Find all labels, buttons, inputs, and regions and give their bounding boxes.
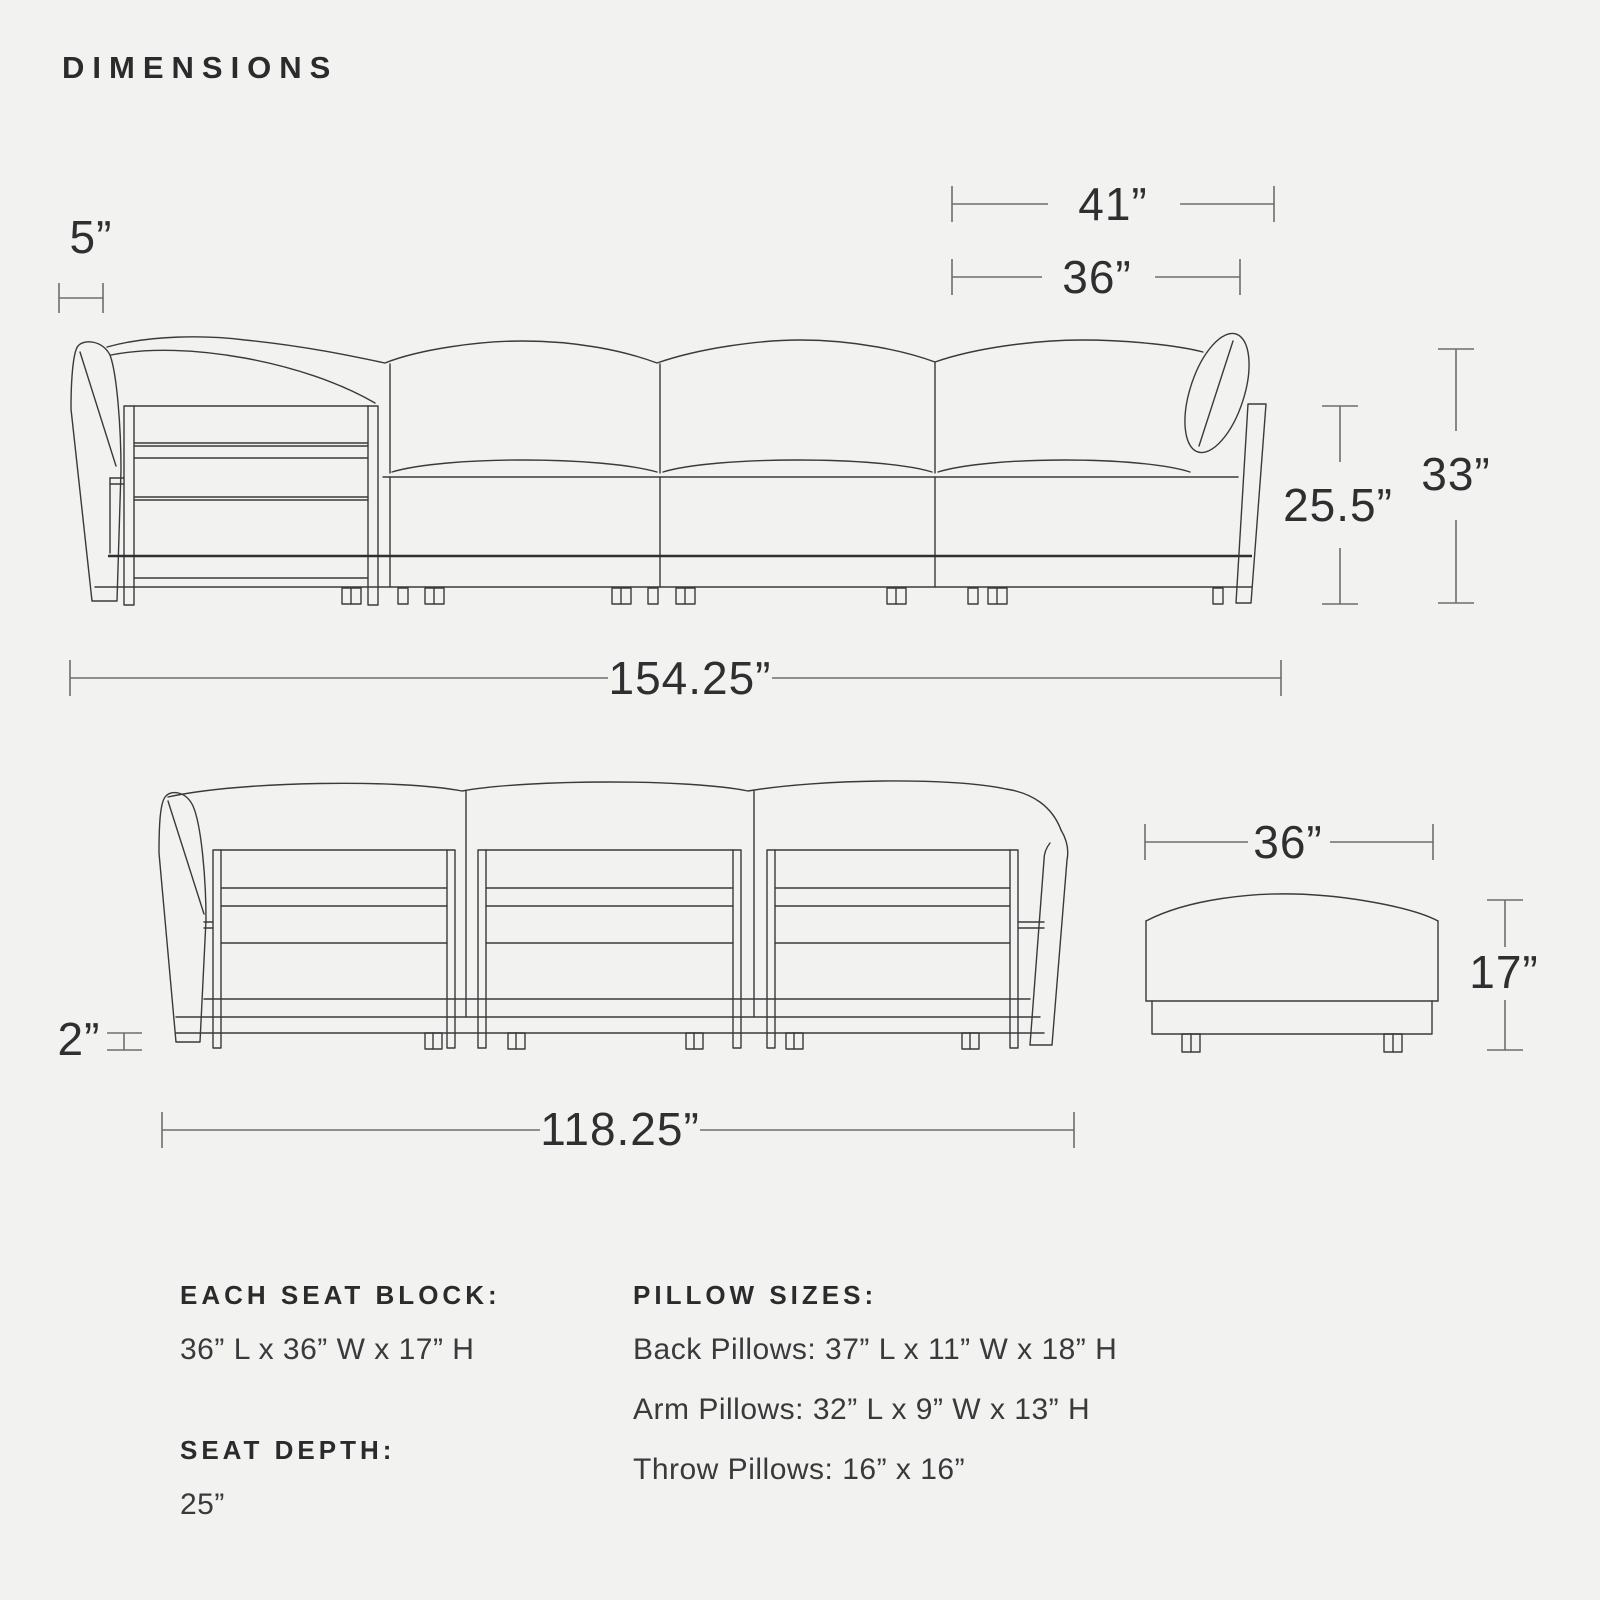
- ottoman-dimensions: [1145, 816, 1539, 1050]
- back-pillows-spec: Back Pillows: 37” L x 11” W x 18” H: [633, 1333, 1118, 1366]
- dim-back-height: 25.5”: [1283, 479, 1393, 531]
- dim-module-41: 41”: [1078, 178, 1148, 230]
- dim-total-height: 33”: [1421, 448, 1491, 500]
- seat-depth-label: SEAT DEPTH:: [180, 1435, 396, 1465]
- sofa-back-view-drawing: [159, 781, 1068, 1049]
- dim-ottoman-width: 36”: [1253, 816, 1323, 868]
- arm-pillows-spec: Arm Pillows: 32” L x 9” W x 13” H: [633, 1393, 1091, 1426]
- dim-module-36: 36”: [1062, 251, 1132, 303]
- seat-depth-value: 25”: [180, 1488, 225, 1521]
- seat-block-value: 36” L x 36” W x 17” H: [180, 1333, 475, 1366]
- side-view-legs: [342, 588, 1223, 604]
- dim-arm-width: 5”: [69, 211, 113, 263]
- pillow-specs: [633, 1280, 1193, 1513]
- side-view-dimensions: [59, 178, 1491, 704]
- ottoman-drawing: [1146, 894, 1438, 1052]
- page-title: DIMENSIONS: [62, 50, 339, 85]
- dim-back-total-length: 118.25”: [540, 1103, 700, 1155]
- pillow-sizes-label: PILLOW SIZES:: [633, 1280, 878, 1310]
- throw-pillows-spec: Throw Pillows: 16” x 16”: [633, 1453, 966, 1486]
- back-view-legs: [425, 1033, 979, 1049]
- seat-block-label: EACH SEAT BLOCK:: [180, 1280, 501, 1310]
- seat-block-specs: [180, 1280, 620, 1548]
- back-view-dimensions: [58, 1013, 1074, 1155]
- dim-leg-height: 2”: [57, 1013, 101, 1065]
- dim-total-length: 154.25”: [608, 652, 772, 704]
- dim-ottoman-height: 17”: [1469, 946, 1539, 998]
- sofa-side-view-drawing: [71, 326, 1266, 605]
